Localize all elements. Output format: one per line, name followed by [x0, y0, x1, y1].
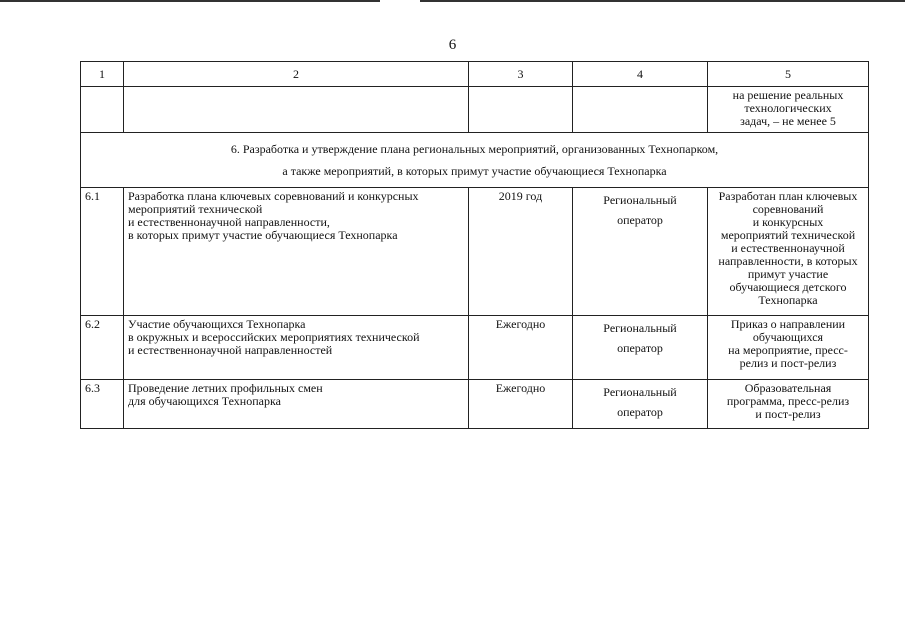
text-line: и естественнонаучной направленности,: [128, 215, 330, 229]
scan-edge-right: [420, 0, 905, 2]
cell-text: [124, 316, 469, 380]
result-line: мероприятий технической: [720, 228, 856, 242]
column-number-row: [81, 62, 869, 87]
executor-line: Региональный: [603, 385, 677, 399]
cell-executor: [573, 188, 708, 316]
cell-term: 2019 год: [469, 188, 573, 316]
cell-executor: [573, 380, 708, 429]
result-line: Технопарка: [758, 293, 818, 307]
result-line: задач, – не менее 5: [740, 114, 836, 128]
cell-term: Ежегодно: [469, 316, 573, 380]
result-line: на мероприятие, пресс-: [728, 343, 848, 357]
text-line: в которых примут участие обучающиеся Технопарка: [128, 228, 398, 242]
cell-result: [708, 188, 869, 316]
cell-result: [708, 316, 869, 380]
events-plan-table: [80, 61, 869, 429]
result-line: направленности, в которых: [718, 254, 858, 268]
text-line: для обучающихся Технопарка: [128, 394, 281, 408]
result-line: примут участие: [747, 267, 829, 281]
cell-term: [469, 87, 573, 133]
cell-result: [708, 87, 869, 133]
column-number: 5: [708, 62, 869, 87]
result-line: и естественнонаучной: [731, 241, 845, 255]
section-heading: [81, 133, 869, 188]
text-line: Проведение летних профильных смен: [128, 381, 323, 395]
result-line: соревнований: [752, 202, 824, 216]
text-line: Разработка плана ключевых соревнований и конкурсных: [128, 189, 419, 203]
table-row: [81, 188, 869, 316]
result-line: технологических: [744, 101, 832, 115]
result-line: обучающиеся детского: [729, 280, 847, 294]
cell-term: Ежегодно: [469, 380, 573, 429]
executor-line: Региональный: [603, 193, 677, 207]
cell-text: [124, 87, 469, 133]
column-number: 4: [573, 62, 708, 87]
executor-line: оператор: [617, 341, 663, 355]
executor-line: Региональный: [603, 321, 677, 335]
column-number: 3: [469, 62, 573, 87]
column-number: 1: [81, 62, 124, 87]
table-row: [81, 316, 869, 380]
cell-num: 6.3: [81, 380, 124, 429]
section-heading-row: [81, 133, 869, 188]
cell-num: 6.1: [81, 188, 124, 316]
section-title-line: а также мероприятий, в которых примут участие обучающиеся Технопарка: [282, 164, 667, 178]
cell-text: [124, 380, 469, 429]
cell-num: [81, 87, 124, 133]
executor-line: оператор: [617, 405, 663, 419]
continuation-row: [81, 87, 869, 133]
page-number: 6: [448, 37, 457, 53]
table-row: [81, 380, 869, 429]
cell-executor: [573, 316, 708, 380]
cell-result: [708, 380, 869, 429]
text-line: в окружных и всероссийских мероприятиях технической: [128, 330, 420, 344]
text-line: и естественнонаучной направленностей: [128, 343, 333, 357]
result-line: программа, пресс-релиз: [726, 394, 850, 408]
result-line: Разработан план ключевых: [718, 189, 858, 203]
executor-line: оператор: [617, 213, 663, 227]
result-line: обучающихся: [752, 330, 824, 344]
result-line: и пост-релиз: [755, 407, 821, 421]
scan-edge-left: [0, 0, 380, 2]
cell-text: [124, 188, 469, 316]
text-line: мероприятий технической: [128, 202, 263, 216]
column-number: 2: [124, 62, 469, 87]
cell-executor: [573, 87, 708, 133]
text-line: Участие обучающихся Технопарка: [128, 317, 306, 331]
result-line: и конкурсных: [752, 215, 824, 229]
result-line: релиз и пост-релиз: [739, 356, 837, 370]
result-line: на решение реальных: [732, 88, 844, 102]
result-line: Образовательная: [744, 381, 832, 395]
section-title-line: 6. Разработка и утверждение плана региональных мероприятий, организованных Технопарком,: [230, 142, 719, 156]
cell-num: 6.2: [81, 316, 124, 380]
result-line: Приказ о направлении: [730, 317, 846, 331]
